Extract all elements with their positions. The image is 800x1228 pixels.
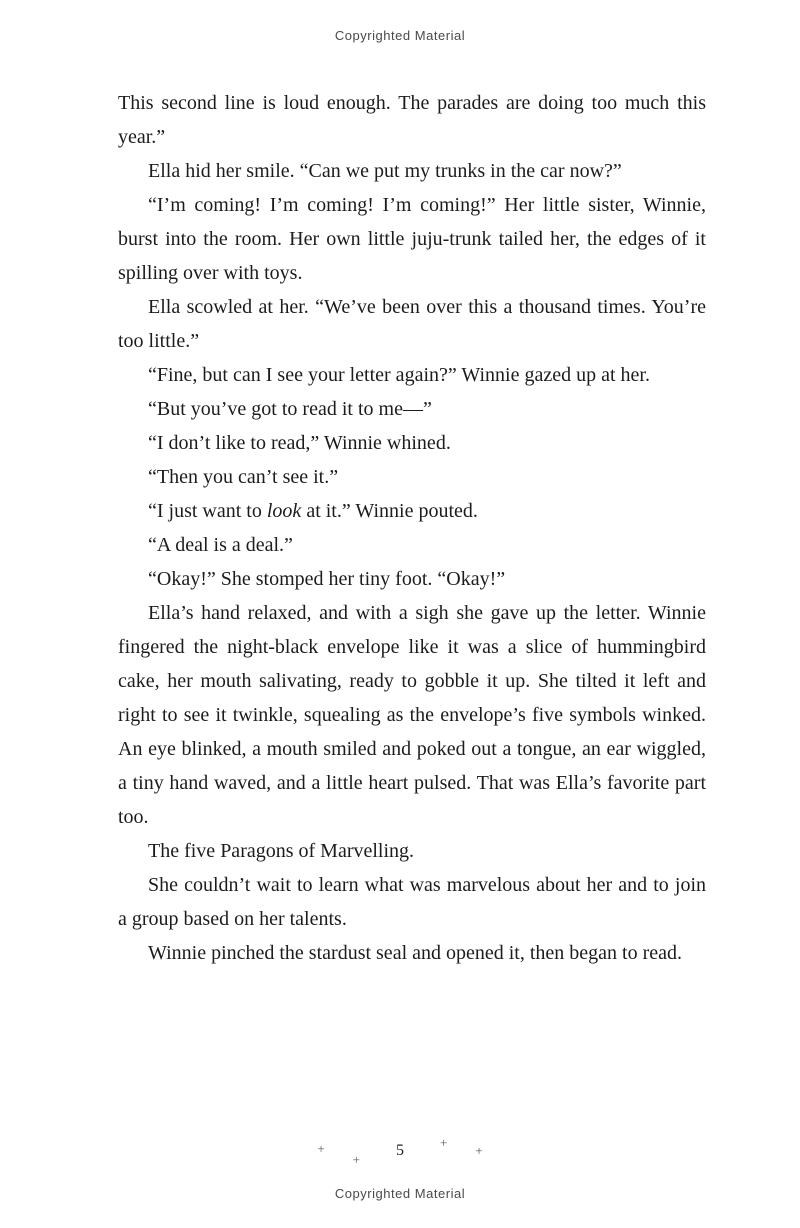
text-run: Ella’s hand relaxed, and with a sigh she gave up the letter. Winnie fingered the night-black envelope like it was a slice of hummingbird cake, her mouth salivating, ready to gobble it up. She tilted it left and right to see it twinkle, squealing as the envelope’s five symbols winked. An eye blinked, a mouth smiled and poked out a tongue, an ear wiggled, a tiny hand waved, and a little heart pulsed. That was Ella’s favorite part too.: [118, 602, 706, 828]
text-run: “I just want to: [148, 500, 267, 522]
copyright-notice-bottom: Copyrighted Material: [334, 1186, 466, 1201]
paragraph: [118, 358, 706, 392]
sparkle-ornament: +: [352, 1152, 360, 1167]
paragraph: [118, 596, 706, 834]
body-text: [118, 86, 706, 970]
text-run: The five Paragons of Marvelling.: [148, 840, 415, 862]
sparkle-ornament: +: [475, 1143, 483, 1158]
paragraph: [118, 834, 706, 868]
paragraph: [118, 290, 706, 358]
page-footer: [0, 1135, 800, 1167]
text-run: “But you’ve got to read it to me—”: [148, 398, 432, 420]
paragraph: [118, 86, 706, 154]
text-run: “Then you can’t see it.”: [148, 466, 339, 488]
paragraph: [118, 426, 706, 460]
text-run: This second line is loud enough. The parades are doing too much this year.”: [118, 92, 706, 148]
paragraph: [118, 188, 706, 290]
paragraph: [118, 562, 706, 596]
page-number: 5: [396, 1142, 404, 1159]
paragraph: [118, 392, 706, 426]
sparkle-ornament: +: [440, 1135, 448, 1150]
paragraph: [118, 528, 706, 562]
text-run: “I don’t like to read,” Winnie whined.: [148, 432, 451, 454]
paragraph: [118, 154, 706, 188]
paragraph: [118, 460, 706, 494]
paragraph: [118, 936, 706, 970]
text-run: She couldn’t wait to learn what was marvelous about her and to join a group based on her talents.: [118, 874, 706, 930]
text-run: at it.” Winnie pouted.: [301, 500, 478, 522]
text-run: “Okay!” She stomped her tiny foot. “Okay!”: [148, 568, 506, 590]
text-run: Winnie pinched the stardust seal and opened it, then began to read.: [148, 942, 683, 964]
copyright-notice-top: Copyrighted Material: [334, 28, 466, 43]
paragraph: [118, 494, 706, 528]
sparkle-ornament: +: [317, 1141, 325, 1156]
text-run: “I’m coming! I’m coming! I’m coming!” Her little sister, Winnie, burst into the room. Her own little juju-trunk tailed her, the edges of it spilling over with toys.: [118, 194, 706, 284]
paragraph: [118, 868, 706, 936]
text-run: Ella hid her smile. “Can we put my trunks in the car now?”: [148, 160, 622, 182]
italic-text: look: [266, 500, 302, 522]
text-run: “A deal is a deal.”: [148, 534, 293, 556]
text-run: “Fine, but can I see your letter again?” Winnie gazed up at her.: [148, 364, 650, 386]
text-run: Ella scowled at her. “We’ve been over this a thousand times. You’re too little.”: [118, 296, 706, 352]
